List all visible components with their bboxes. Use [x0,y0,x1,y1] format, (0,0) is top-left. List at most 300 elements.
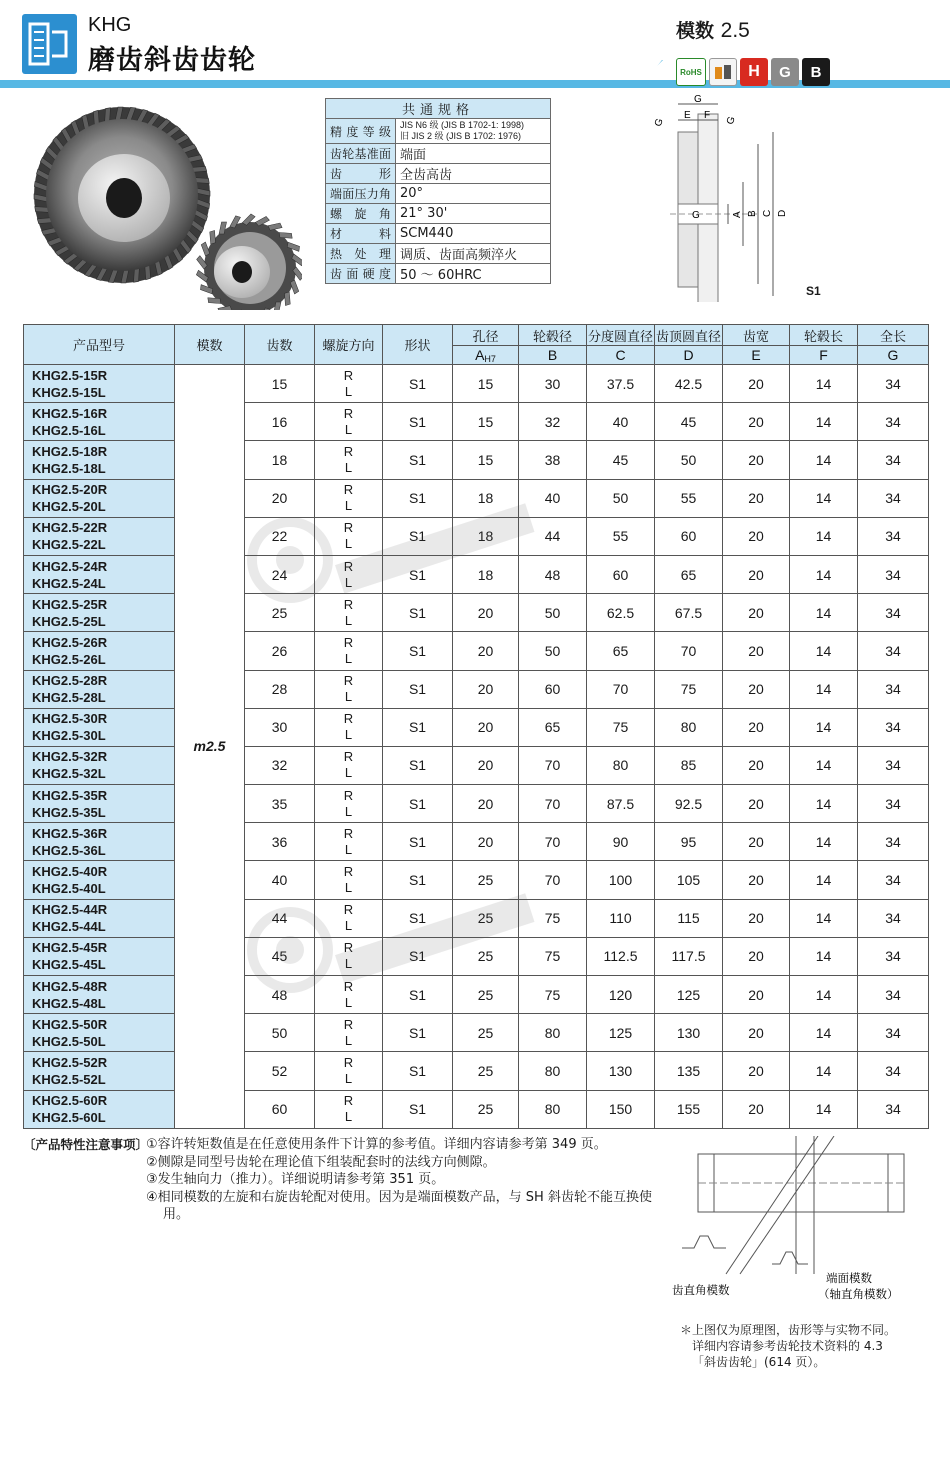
cell-teeth: 15 [245,365,315,403]
model-right-hand: KHG2.5-16R [32,405,108,421]
cell-hub-len: 14 [790,403,858,441]
cell-helix-dir [315,823,383,861]
cell-shape: S1 [383,746,453,784]
cell-shape: S1 [383,441,453,479]
helix-dir-right: R [343,558,354,574]
model-right-hand: KHG2.5-30R [32,711,108,727]
cell-bore: 20 [453,785,519,823]
cell-pitch-dia: 75 [587,708,655,746]
helix-dir-left: L [344,1032,353,1048]
cell-hub-dia: 50 [519,632,587,670]
dim-tol-g-left: G [652,117,666,129]
diagram-footnote [680,1322,930,1370]
table-row [24,785,929,823]
cell-bore: 25 [453,976,519,1014]
model-right-hand: KHG2.5-32R [32,749,108,765]
cell-pitch-dia: 40 [587,403,655,441]
note-item: ②侧隙是同型号齿轮在理论值下组装配套时的法线方向侧隙。 [146,1154,496,1170]
cell-hub-len: 14 [790,555,858,593]
cell-outer-dia: 75 [655,670,723,708]
spec-key: 热处理 [326,244,396,264]
spec-value: 20° [396,184,551,204]
cell-hub-dia: 38 [519,441,587,479]
cell-helix-dir [315,861,383,899]
cell-outer-dia: 42.5 [655,365,723,403]
col-header-outer-dia: 齿顶圆直径 [655,325,723,346]
col-header-bore: 孔径 [453,325,519,346]
helix-dir-right: R [343,825,354,841]
cell-total-len: 34 [858,861,929,899]
product-table [23,324,929,1129]
col-subheader-face-width: E [723,346,790,365]
cell-hub-len: 14 [790,1014,858,1052]
cell-shape: S1 [383,365,453,403]
cell-shape: S1 [383,976,453,1014]
cell-hub-len: 14 [790,937,858,975]
cell-pitch-dia: 62.5 [587,594,655,632]
cell-pitch-dia: 100 [587,861,655,899]
cell-shape: S1 [383,899,453,937]
cell-model [24,708,175,746]
cell-total-len: 34 [858,708,929,746]
cell-outer-dia: 125 [655,976,723,1014]
cell-model [24,594,175,632]
cell-helix-dir [315,403,383,441]
cell-pitch-dia: 125 [587,1014,655,1052]
cell-face-width: 20 [723,708,790,746]
cell-pitch-dia: 70 [587,670,655,708]
model-left-hand: KHG2.5-25L [32,613,106,629]
cell-total-len: 34 [858,441,929,479]
cell-total-len: 34 [858,976,929,1014]
col-header-teeth: 齿数 [245,325,315,365]
helix-dir-right: R [343,405,354,421]
cell-shape: S1 [383,785,453,823]
cell-model [24,632,175,670]
model-left-hand: KHG2.5-15L [32,384,106,400]
helix-dir-left: L [344,612,353,628]
large-helical-gear-icon [34,107,210,283]
cell-bore: 18 [453,517,519,555]
cell-bore: 18 [453,555,519,593]
cell-teeth: 22 [245,517,315,555]
spec-value [396,119,551,144]
cell-helix-dir [315,708,383,746]
model-left-hand: KHG2.5-45L [32,957,106,973]
cell-helix-dir [315,441,383,479]
dim-label-e: E [684,110,691,121]
cell-hub-dia: 48 [519,555,587,593]
cell-outer-dia: 92.5 [655,785,723,823]
cell-face-width: 20 [723,441,790,479]
helix-dir-left: L [344,498,353,514]
table-row [24,861,929,899]
spec-value: 调质、齿面高频淬火 [396,244,551,264]
cell-face-width: 20 [723,785,790,823]
cell-outer-dia: 155 [655,1090,723,1128]
cell-teeth: 36 [245,823,315,861]
model-right-hand: KHG2.5-35R [32,787,108,803]
cell-pitch-dia: 112.5 [587,937,655,975]
cell-teeth: 45 [245,937,315,975]
dim-label-b: B [747,210,758,217]
model-left-hand: KHG2.5-40L [32,881,106,897]
cell-bore: 20 [453,823,519,861]
cell-face-width: 20 [723,670,790,708]
col-subheader-bore [453,346,519,365]
helix-dir-right: R [343,711,354,727]
helix-dir-right: R [343,940,354,956]
cell-total-len: 34 [858,823,929,861]
model-right-hand: KHG2.5-26R [32,634,108,650]
cell-pitch-dia: 50 [587,479,655,517]
spec-value: 50 ～ 60HRC [396,264,551,284]
model-right-hand: KHG2.5-15R [32,367,108,383]
cell-bore: 15 [453,365,519,403]
cell-pitch-dia: 60 [587,555,655,593]
cell-hub-len: 14 [790,365,858,403]
cell-face-width: 20 [723,1014,790,1052]
cell-helix-dir [315,594,383,632]
cell-total-len: 34 [858,1014,929,1052]
cell-teeth: 48 [245,976,315,1014]
footnote-line: ＊上图仅为原理图，齿形等与实物不同。 [680,1323,897,1337]
cell-model [24,785,175,823]
cell-shape: S1 [383,517,453,555]
model-left-hand: KHG2.5-48L [32,995,106,1011]
col-header-hub-dia: 轮毂径 [519,325,587,346]
cell-total-len: 34 [858,594,929,632]
cell-total-len: 34 [858,479,929,517]
table-row [24,1014,929,1052]
table-row [24,1052,929,1090]
spec-key: 材料 [326,224,396,244]
notes-list [146,1136,666,1224]
cell-outer-dia: 117.5 [655,937,723,975]
cell-hub-len: 14 [790,785,858,823]
model-right-hand: KHG2.5-44R [32,902,108,918]
dimension-drawing [648,92,838,302]
helix-dir-left: L [344,841,353,857]
cell-hub-dia: 75 [519,937,587,975]
col-header-helix-dir: 螺旋方向 [315,325,383,365]
cell-hub-len: 14 [790,976,858,1014]
footnote-line: 详细内容请参考齿轮技术资料的 4.3 [692,1339,883,1353]
cell-face-width: 20 [723,899,790,937]
cell-hub-len: 14 [790,479,858,517]
spec-key: 精度等级 [326,119,396,144]
cell-bore: 20 [453,632,519,670]
cell-hub-dia: 70 [519,785,587,823]
cell-model [24,1052,175,1090]
model-left-hand: KHG2.5-24L [32,575,106,591]
cell-shape: S1 [383,1014,453,1052]
dim-tol-g-right: G [724,115,738,127]
table-row [24,976,929,1014]
cell-bore: 20 [453,670,519,708]
cell-hub-len: 14 [790,1052,858,1090]
hardened-badge-icon: H [740,58,768,86]
cell-model [24,1090,175,1128]
cell-hub-dia: 70 [519,746,587,784]
cell-outer-dia: 105 [655,861,723,899]
cell-bore: 25 [453,937,519,975]
cell-pitch-dia: 120 [587,976,655,1014]
cell-helix-dir [315,785,383,823]
table-row [24,823,929,861]
table-row [24,517,929,555]
cell-shape: S1 [383,861,453,899]
cell-model [24,479,175,517]
cell-total-len: 34 [858,937,929,975]
spec-value: 全齿高齿 [396,164,551,184]
helix-dir-right: R [343,787,354,803]
cell-model [24,937,175,975]
cell-hub-dia: 50 [519,594,587,632]
cell-helix-dir [315,517,383,555]
model-right-hand: KHG2.5-18R [32,443,108,459]
cell-hub-dia: 32 [519,403,587,441]
cell-hub-len: 14 [790,746,858,784]
cell-bore: 25 [453,1014,519,1052]
model-right-hand: KHG2.5-60R [32,1093,108,1109]
model-right-hand: KHG2.5-48R [32,978,108,994]
cell-total-len: 34 [858,746,929,784]
model-left-hand: KHG2.5-22L [32,537,106,553]
model-left-hand: KHG2.5-32L [32,766,106,782]
table-row [24,632,929,670]
table-row [24,899,929,937]
cell-teeth: 30 [245,708,315,746]
cell-bore: 20 [453,708,519,746]
cell-shape: S1 [383,594,453,632]
cell-outer-dia: 60 [655,517,723,555]
cell-model [24,441,175,479]
cell-teeth: 18 [245,441,315,479]
model-left-hand: KHG2.5-30L [32,728,106,744]
cell-outer-dia: 115 [655,899,723,937]
cell-teeth: 20 [245,479,315,517]
cell-total-len: 34 [858,785,929,823]
model-left-hand: KHG2.5-36L [32,842,106,858]
module-heading [676,16,750,43]
cell-helix-dir [315,899,383,937]
helix-dir-right: R [343,482,354,498]
cell-pitch-dia: 110 [587,899,655,937]
cell-teeth: 32 [245,746,315,784]
cell-model [24,1014,175,1052]
rohs-badge-icon: RoHS [676,58,706,86]
model-left-hand: KHG2.5-28L [32,690,106,706]
cell-pitch-dia: 90 [587,823,655,861]
cell-model [24,861,175,899]
series-logo-icon [22,14,77,74]
product-photo [32,100,302,310]
cell-pitch-dia: 45 [587,441,655,479]
small-helical-gear-icon [196,214,302,310]
cell-face-width: 20 [723,1090,790,1128]
cell-pitch-dia: 150 [587,1090,655,1128]
cell-model [24,555,175,593]
diagram-label-normal-module: 齿直角模数 [672,1283,730,1297]
cell-bore: 20 [453,594,519,632]
cell-teeth: 24 [245,555,315,593]
helix-dir-left: L [344,1109,353,1125]
cell-model [24,517,175,555]
col-header-hub-len: 轮毂长 [790,325,858,346]
cell-outer-dia: 45 [655,403,723,441]
cell-shape: S1 [383,555,453,593]
helix-dir-left: L [344,803,353,819]
table-row [24,441,929,479]
cell-hub-dia: 75 [519,899,587,937]
helix-module-diagram [668,1136,938,1311]
cell-helix-dir [315,670,383,708]
col-header-module: 模数 [175,325,245,365]
table-row [24,555,929,593]
helix-dir-left: L [344,880,353,896]
cell-hub-len: 14 [790,708,858,746]
spec-key: 齿轮基准面 [326,144,396,164]
cell-hub-len: 14 [790,632,858,670]
cell-teeth: 50 [245,1014,315,1052]
cell-bore: 25 [453,1052,519,1090]
model-left-hand: KHG2.5-52L [32,1071,106,1087]
cell-helix-dir [315,365,383,403]
cell-shape: S1 [383,708,453,746]
model-right-hand: KHG2.5-45R [32,940,108,956]
cell-bore: 25 [453,899,519,937]
helix-dir-right: R [343,596,354,612]
helix-dir-right: R [343,673,354,689]
cell-model [24,403,175,441]
notes-title: 〔产品特性注意事项〕 [23,1137,149,1152]
cell-face-width: 20 [723,594,790,632]
cell-total-len: 34 [858,1052,929,1090]
helix-dir-left: L [344,650,353,666]
cell-hub-dia: 65 [519,708,587,746]
helix-dir-right: R [343,864,354,880]
cell-face-width: 20 [723,976,790,1014]
helix-dir-right: R [343,1093,354,1109]
product-table-body [24,365,929,1129]
spec-value: SCM440 [396,224,551,244]
cell-shape: S1 [383,823,453,861]
cell-hub-dia: 70 [519,861,587,899]
helix-dir-right: R [343,978,354,994]
cell-bore: 15 [453,441,519,479]
table-row [24,403,929,441]
cell-face-width: 20 [723,403,790,441]
table-row [24,594,929,632]
model-left-hand: KHG2.5-44L [32,919,106,935]
cell-model [24,899,175,937]
cell-hub-dia: 75 [519,976,587,1014]
table-row [24,365,929,403]
cell-shape: S1 [383,937,453,975]
note-item: ③发生轴向力（推力）。详细说明请参考第 351 页。 [146,1172,445,1187]
black-oxide-badge-icon: B [802,58,830,86]
cell-teeth: 16 [245,403,315,441]
cell-total-len: 34 [858,365,929,403]
cell-teeth: 52 [245,1052,315,1090]
cell-helix-dir [315,746,383,784]
helix-dir-left: L [344,689,353,705]
cell-pitch-dia: 65 [587,632,655,670]
cell-outer-dia: 67.5 [655,594,723,632]
cell-bore: 20 [453,746,519,784]
col-header-face-width: 齿宽 [723,325,790,346]
col-header-total-len: 全长 [858,325,929,346]
cell-module: m2.5 [175,365,245,1129]
cell-bore: 18 [453,479,519,517]
cell-shape: S1 [383,479,453,517]
cell-teeth: 44 [245,899,315,937]
cell-outer-dia: 95 [655,823,723,861]
diagram-label-transverse-module: 端面模数 [826,1271,872,1285]
cell-outer-dia: 80 [655,708,723,746]
cell-total-len: 34 [858,555,929,593]
cell-face-width: 20 [723,555,790,593]
col-subheader-hub-len: F [790,346,858,365]
table-row [24,1090,929,1128]
cell-hub-dia: 44 [519,517,587,555]
cell-model [24,365,175,403]
cell-face-width: 20 [723,1052,790,1090]
cell-helix-dir [315,1090,383,1128]
cell-hub-len: 14 [790,861,858,899]
helix-dir-right: R [343,749,354,765]
cell-model [24,823,175,861]
model-right-hand: KHG2.5-40R [32,864,108,880]
model-left-hand: KHG2.5-20L [32,499,106,515]
col-header-shape: 形状 [383,325,453,365]
cell-total-len: 34 [858,1090,929,1128]
helix-dir-left: L [344,727,353,743]
cell-helix-dir [315,555,383,593]
spec-key: 齿形 [326,164,396,184]
model-left-hand: KHG2.5-26L [32,651,106,667]
note-item: ④相同模数的左旋和右旋齿轮配对使用。因为是端面模数产品，与 SH 斜齿轮不能互换使用。 [146,1189,652,1222]
cell-bore: 25 [453,861,519,899]
cell-outer-dia: 50 [655,441,723,479]
cell-face-width: 20 [723,861,790,899]
spec-value: 端面 [396,144,551,164]
table-row [24,937,929,975]
model-right-hand: KHG2.5-22R [32,520,108,536]
cell-hub-len: 14 [790,670,858,708]
cell-teeth: 60 [245,1090,315,1128]
model-left-hand: KHG2.5-50L [32,1033,106,1049]
cell-face-width: 20 [723,746,790,784]
cell-hub-dia: 70 [519,823,587,861]
cell-model [24,976,175,1014]
cell-helix-dir [315,1014,383,1052]
cell-bore: 25 [453,1090,519,1128]
cell-bore: 15 [453,403,519,441]
cell-shape: S1 [383,632,453,670]
cell-total-len: 34 [858,670,929,708]
cell-hub-len: 14 [790,441,858,479]
cell-total-len: 34 [858,899,929,937]
cell-outer-dia: 65 [655,555,723,593]
model-right-hand: KHG2.5-50R [32,1016,108,1032]
spec-key: 齿面硬度 [326,264,396,284]
col-subheader-bore-letter: A [475,347,485,363]
col-subheader-bore-tolerance: H7 [484,354,496,364]
module-heading-value: 2.5 [720,19,750,42]
dim-label-d: D [777,209,788,217]
